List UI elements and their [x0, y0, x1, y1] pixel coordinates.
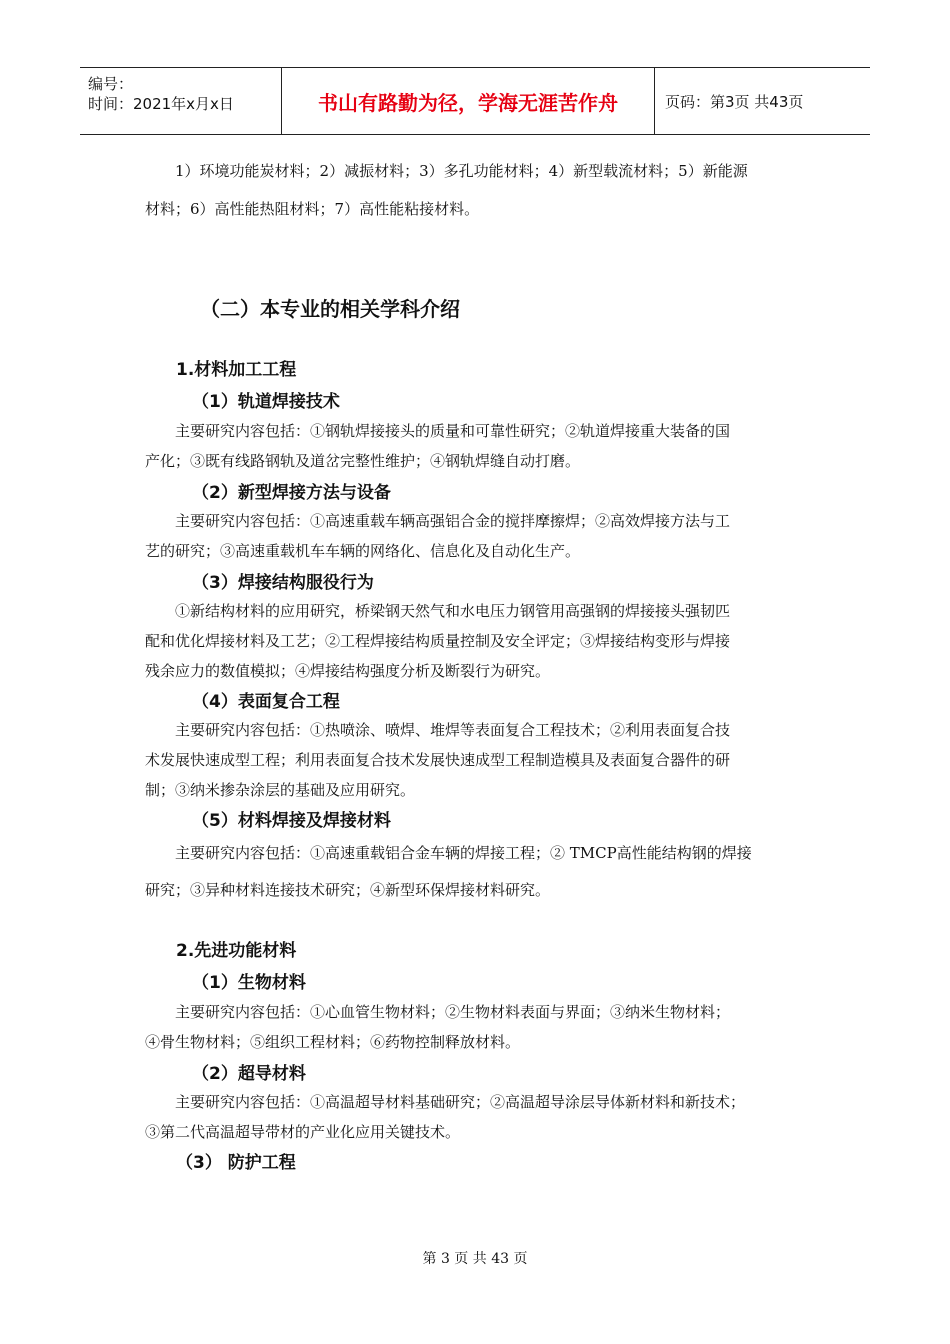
header-page-info: 页码：第3页 共43页: [665, 92, 804, 111]
paragraph-line: 主要研究内容包括：①高速重载车辆高强铝合金的搅拌摩擦焊；②高效焊接方法与工: [175, 512, 731, 530]
intro-line-2: 材料；6）高性能热阻材料；7）高性能粘接材料。: [145, 200, 480, 218]
paragraph-line: 研究；③异种材料连接技术研究；④新型环保焊接材料研究。: [145, 881, 551, 899]
paragraph-line: 残余应力的数值模拟；④焊接结构强度分析及断裂行为研究。: [145, 662, 551, 680]
topic-heading-bio: （1）生物材料: [192, 973, 306, 993]
topic-heading-welding-track: （1）轨道焊接技术: [192, 392, 340, 412]
paragraph-line: 配和优化焊接材料及工艺；②工程焊接结构质量控制及安全评定；③焊接结构变形与焊接: [145, 632, 731, 650]
topic-heading-weld-structure: （3）焊接结构服役行为: [192, 573, 374, 593]
paragraph-line: 主要研究内容包括：①心血管生物材料；②生物材料表面与界面；③纳米生物材料；: [175, 1003, 731, 1021]
section-heading: （二）本专业的相关学科介绍: [200, 297, 460, 321]
paragraph-line: 术发展快速成型工程；利用表面复合技术发展快速成型工程制造模具及表面复合器件的研: [145, 751, 731, 769]
intro-line-1: 1）环境功能炭材料；2）减振材料；3）多孔功能材料；4）新型载流材料；5）新能源: [175, 162, 748, 180]
document-date: 时间：2021年x月x日: [88, 95, 234, 113]
topic-heading-surface: （4）表面复合工程: [192, 692, 340, 712]
paragraph-line: ①新结构材料的应用研究，桥梁钢天然气和水电压力钢管用高强钢的焊接接头强韧匹: [175, 602, 731, 620]
document-number-label: 编号：: [88, 75, 134, 93]
paragraph-line: ④骨生物材料；⑤组织工程材料；⑥药物控制释放材料。: [145, 1033, 521, 1051]
subject-heading-1: 1.材料加工工程: [176, 360, 297, 380]
paragraph-line: 主要研究内容包括：①高温超导材料基础研究；②高温超导涂层导体新材料和新技术；: [175, 1093, 746, 1111]
topic-heading-new-welding: （2）新型焊接方法与设备: [192, 483, 391, 503]
page-header: [80, 67, 870, 135]
paragraph-line: 制；③纳米掺杂涂层的基础及应用研究。: [145, 781, 416, 799]
paragraph-line: 主要研究内容包括：①热喷涂、喷焊、堆焊等表面复合工程技术；②利用表面复合技: [175, 721, 731, 739]
page-footer: 第 3 页 共 43 页: [422, 1251, 528, 1267]
subject-heading-2: 2.先进功能材料: [176, 941, 297, 961]
topic-heading-welding-materials: （5）材料焊接及焊接材料: [192, 811, 391, 831]
header-meta: [80, 68, 282, 134]
paragraph-line: ③第二代高温超导带材的产业化应用关键技术。: [145, 1123, 461, 1141]
topic-heading-protection: （3） 防护工程: [176, 1153, 296, 1173]
topic-heading-superconductor: （2）超导材料: [192, 1064, 306, 1084]
header-motto: 书山有路勤为径，学海无涯苦作舟: [282, 68, 655, 134]
paragraph-line: 产化；③既有线路钢轨及道岔完整性维护；④钢轨焊缝自动打磨。: [145, 452, 581, 470]
paragraph-line: 主要研究内容包括：①高速重载铝合金车辆的焊接工程；② TMCP高性能结构钢的焊接: [175, 844, 752, 862]
paragraph-line: 主要研究内容包括：①钢轨焊接接头的质量和可靠性研究；②轨道焊接重大装备的国: [175, 422, 731, 440]
paragraph-line: 艺的研究；③高速重载机车车辆的网络化、信息化及自动化生产。: [145, 542, 581, 560]
